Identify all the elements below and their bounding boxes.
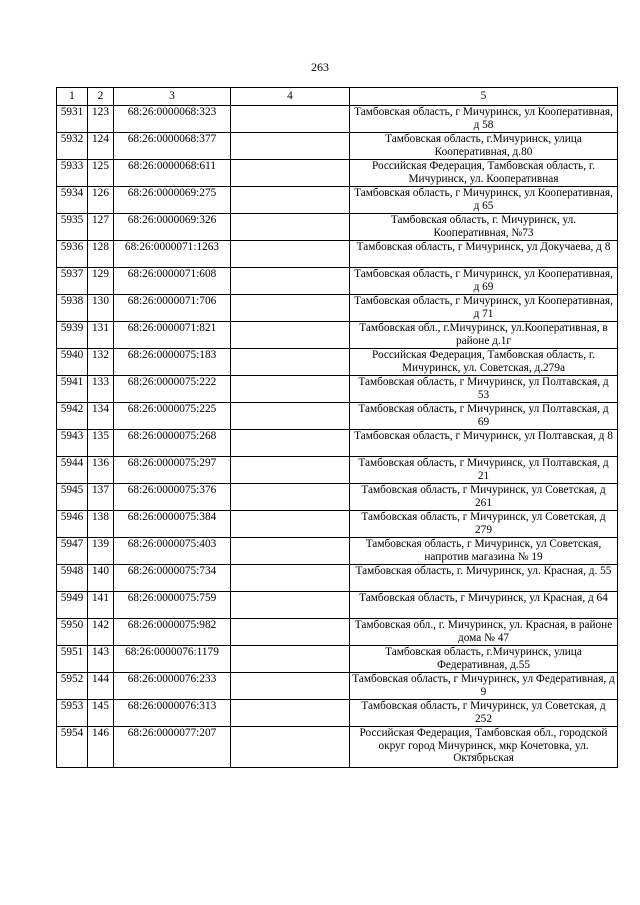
row-index-cell: 146 bbox=[88, 727, 114, 768]
address-cell: Тамбовская область, г Мичуринск, ул Полтавская, д 69 bbox=[350, 403, 618, 430]
cadastral-number-cell: 68:26:0000075:734 bbox=[114, 565, 231, 592]
cadastral-number-cell: 68:26:0000068:323 bbox=[114, 106, 231, 133]
column-4-cell bbox=[231, 511, 350, 538]
column-4-cell bbox=[231, 646, 350, 673]
column-4-cell bbox=[231, 700, 350, 727]
column-4-cell bbox=[231, 538, 350, 565]
cadastral-number-cell: 68:26:0000071:1263 bbox=[114, 241, 231, 268]
row-number-cell: 5951 bbox=[57, 646, 88, 673]
column-4-cell bbox=[231, 376, 350, 403]
row-number-cell: 5936 bbox=[57, 241, 88, 268]
row-number-cell: 5932 bbox=[57, 133, 88, 160]
table-row bbox=[57, 322, 618, 349]
row-index-cell: 143 bbox=[88, 646, 114, 673]
cadastral-number-cell: 68:26:0000075:403 bbox=[114, 538, 231, 565]
address-cell: Российская Федерация, Тамбовская область, г. Мичуринск, ул. Кооперативная bbox=[350, 160, 618, 187]
address-cell: Тамбовская область, г Мичуринск, ул Кооперативная, д 71 bbox=[350, 295, 618, 322]
page-number: 263 bbox=[311, 60, 329, 74]
address-cell: Тамбовская область, г Мичуринск, ул Советская, д 279 bbox=[350, 511, 618, 538]
address-cell: Тамбовская область, г Мичуринск, ул Полтавская, д 21 bbox=[350, 457, 618, 484]
column-4-cell bbox=[231, 484, 350, 511]
column-4-cell bbox=[231, 403, 350, 430]
row-number-cell: 5931 bbox=[57, 106, 88, 133]
table-row bbox=[57, 268, 618, 295]
table-row bbox=[57, 727, 618, 768]
column-4-cell bbox=[231, 619, 350, 646]
row-number-cell: 5945 bbox=[57, 484, 88, 511]
row-index-cell: 128 bbox=[88, 241, 114, 268]
table-row bbox=[57, 565, 618, 592]
table-row bbox=[57, 214, 618, 241]
cadastral-number-cell: 68:26:0000076:313 bbox=[114, 700, 231, 727]
column-header-1: 1 bbox=[57, 88, 88, 106]
cadastral-number-cell: 68:26:0000069:275 bbox=[114, 187, 231, 214]
address-cell: Тамбовская область, г Мичуринск, ул Советская, напротив магазина № 19 bbox=[350, 538, 618, 565]
column-4-cell bbox=[231, 727, 350, 768]
column-header-3: 3 bbox=[114, 88, 231, 106]
table-row bbox=[57, 457, 618, 484]
row-index-cell: 134 bbox=[88, 403, 114, 430]
column-4-cell bbox=[231, 565, 350, 592]
table-row bbox=[57, 295, 618, 322]
row-index-cell: 129 bbox=[88, 268, 114, 295]
cadastral-number-cell: 68:26:0000075:225 bbox=[114, 403, 231, 430]
column-4-cell bbox=[231, 592, 350, 619]
address-cell: Российская Федерация, Тамбовская область, г. Мичуринск, ул. Советская, д.279а bbox=[350, 349, 618, 376]
column-4-cell bbox=[231, 133, 350, 160]
row-number-cell: 5941 bbox=[57, 376, 88, 403]
address-cell: Тамбовская область, г Мичуринск, ул Советская, д 261 bbox=[350, 484, 618, 511]
table-row bbox=[57, 592, 618, 619]
row-index-cell: 138 bbox=[88, 511, 114, 538]
row-index-cell: 145 bbox=[88, 700, 114, 727]
row-number-cell: 5954 bbox=[57, 727, 88, 768]
address-cell: Тамбовская область, г Мичуринск, ул Докучаева, д 8 bbox=[350, 241, 618, 268]
row-index-cell: 142 bbox=[88, 619, 114, 646]
address-cell: Тамбовская область, г Мичуринск, ул Полтавская, д 53 bbox=[350, 376, 618, 403]
cadastral-number-cell: 68:26:0000075:759 bbox=[114, 592, 231, 619]
table-body bbox=[57, 106, 618, 768]
table-row bbox=[57, 484, 618, 511]
row-index-cell: 137 bbox=[88, 484, 114, 511]
cadastral-number-cell: 68:26:0000076:1179 bbox=[114, 646, 231, 673]
cadastral-number-cell: 68:26:0000075:297 bbox=[114, 457, 231, 484]
table-row bbox=[57, 538, 618, 565]
table-row bbox=[57, 430, 618, 457]
row-index-cell: 133 bbox=[88, 376, 114, 403]
cadastral-number-cell: 68:26:0000075:268 bbox=[114, 430, 231, 457]
cadastral-number-cell: 68:26:0000075:982 bbox=[114, 619, 231, 646]
table-row bbox=[57, 619, 618, 646]
address-cell: Тамбовская область, г Мичуринск, ул Кооперативная, д 65 bbox=[350, 187, 618, 214]
table-header-row bbox=[57, 88, 618, 106]
address-cell: Российская Федерация, Тамбовская обл., городской округ город Мичуринск, мкр Кочетовка, ул. Октябрьская bbox=[350, 727, 618, 768]
row-index-cell: 132 bbox=[88, 349, 114, 376]
column-4-cell bbox=[231, 457, 350, 484]
column-4-cell bbox=[231, 322, 350, 349]
cadastral-number-cell: 68:26:0000071:821 bbox=[114, 322, 231, 349]
table-row bbox=[57, 349, 618, 376]
column-4-cell bbox=[231, 349, 350, 376]
row-index-cell: 141 bbox=[88, 592, 114, 619]
address-cell: Тамбовская область, г Мичуринск, ул Федеративная, д 9 bbox=[350, 673, 618, 700]
address-cell: Тамбовская область, г. Мичуринск, ул. Кооперативная, №73 bbox=[350, 214, 618, 241]
table-row bbox=[57, 673, 618, 700]
row-index-cell: 144 bbox=[88, 673, 114, 700]
cadastral-number-cell: 68:26:0000076:233 bbox=[114, 673, 231, 700]
cadastral-number-cell: 68:26:0000075:183 bbox=[114, 349, 231, 376]
table-row bbox=[57, 187, 618, 214]
cadastral-number-cell: 68:26:0000071:706 bbox=[114, 295, 231, 322]
address-cell: Тамбовская область, г Мичуринск, ул Красная, д 64 bbox=[350, 592, 618, 619]
cadastral-number-cell: 68:26:0000075:384 bbox=[114, 511, 231, 538]
address-cell: Тамбовская область, г Мичуринск, ул Советская, д 252 bbox=[350, 700, 618, 727]
table-row bbox=[57, 133, 618, 160]
row-index-cell: 136 bbox=[88, 457, 114, 484]
address-cell: Тамбовская область, г.Мичуринск, улица Кооперативная, д.80 bbox=[350, 133, 618, 160]
column-4-cell bbox=[231, 241, 350, 268]
row-number-cell: 5949 bbox=[57, 592, 88, 619]
row-index-cell: 135 bbox=[88, 430, 114, 457]
address-cell: Тамбовская область, г Мичуринск, ул Кооперативная, д 69 bbox=[350, 268, 618, 295]
address-cell: Тамбовская область, г Мичуринск, ул Полтавская, д 8 bbox=[350, 430, 618, 457]
address-cell: Тамбовская область, г. Мичуринск, ул. Красная, д. 55 bbox=[350, 565, 618, 592]
column-4-cell bbox=[231, 673, 350, 700]
row-index-cell: 125 bbox=[88, 160, 114, 187]
column-4-cell bbox=[231, 430, 350, 457]
row-number-cell: 5953 bbox=[57, 700, 88, 727]
row-number-cell: 5935 bbox=[57, 214, 88, 241]
row-index-cell: 124 bbox=[88, 133, 114, 160]
column-4-cell bbox=[231, 295, 350, 322]
row-number-cell: 5947 bbox=[57, 538, 88, 565]
row-number-cell: 5943 bbox=[57, 430, 88, 457]
table-row bbox=[57, 403, 618, 430]
column-4-cell bbox=[231, 268, 350, 295]
cadastral-number-cell: 68:26:0000068:611 bbox=[114, 160, 231, 187]
row-index-cell: 127 bbox=[88, 214, 114, 241]
row-number-cell: 5933 bbox=[57, 160, 88, 187]
row-number-cell: 5946 bbox=[57, 511, 88, 538]
column-4-cell bbox=[231, 106, 350, 133]
column-header-4: 4 bbox=[231, 88, 350, 106]
row-index-cell: 126 bbox=[88, 187, 114, 214]
table-row bbox=[57, 106, 618, 133]
address-cell: Тамбовская область, г Мичуринск, ул Кооперативная, д 58 bbox=[350, 106, 618, 133]
row-number-cell: 5952 bbox=[57, 673, 88, 700]
row-number-cell: 5934 bbox=[57, 187, 88, 214]
row-number-cell: 5940 bbox=[57, 349, 88, 376]
row-index-cell: 140 bbox=[88, 565, 114, 592]
row-number-cell: 5942 bbox=[57, 403, 88, 430]
cadastral-number-cell: 68:26:0000071:608 bbox=[114, 268, 231, 295]
column-header-2: 2 bbox=[88, 88, 114, 106]
table-row bbox=[57, 241, 618, 268]
table-row bbox=[57, 700, 618, 727]
row-index-cell: 131 bbox=[88, 322, 114, 349]
row-index-cell: 123 bbox=[88, 106, 114, 133]
column-header-5: 5 bbox=[350, 88, 618, 106]
address-cell: Тамбовская обл., г. Мичуринск, ул. Красная, в районе дома № 47 bbox=[350, 619, 618, 646]
cadastral-number-cell: 68:26:0000068:377 bbox=[114, 133, 231, 160]
row-index-cell: 130 bbox=[88, 295, 114, 322]
row-number-cell: 5937 bbox=[57, 268, 88, 295]
column-4-cell bbox=[231, 187, 350, 214]
row-number-cell: 5950 bbox=[57, 619, 88, 646]
row-number-cell: 5944 bbox=[57, 457, 88, 484]
address-cell: Тамбовская область, г.Мичуринск, улица Федеративная, д.55 bbox=[350, 646, 618, 673]
table-row bbox=[57, 646, 618, 673]
column-4-cell bbox=[231, 214, 350, 241]
row-index-cell: 139 bbox=[88, 538, 114, 565]
cadastral-number-cell: 68:26:0000077:207 bbox=[114, 727, 231, 768]
table-row bbox=[57, 376, 618, 403]
row-number-cell: 5939 bbox=[57, 322, 88, 349]
table-row bbox=[57, 160, 618, 187]
cadastral-number-cell: 68:26:0000075:222 bbox=[114, 376, 231, 403]
address-cell: Тамбовская обл., г.Мичуринск, ул.Кооперативная, в районе д.1г bbox=[350, 322, 618, 349]
land-plot-table bbox=[56, 87, 618, 768]
cadastral-number-cell: 68:26:0000075:376 bbox=[114, 484, 231, 511]
row-number-cell: 5948 bbox=[57, 565, 88, 592]
row-number-cell: 5938 bbox=[57, 295, 88, 322]
column-4-cell bbox=[231, 160, 350, 187]
cadastral-number-cell: 68:26:0000069:326 bbox=[114, 214, 231, 241]
table-row bbox=[57, 511, 618, 538]
